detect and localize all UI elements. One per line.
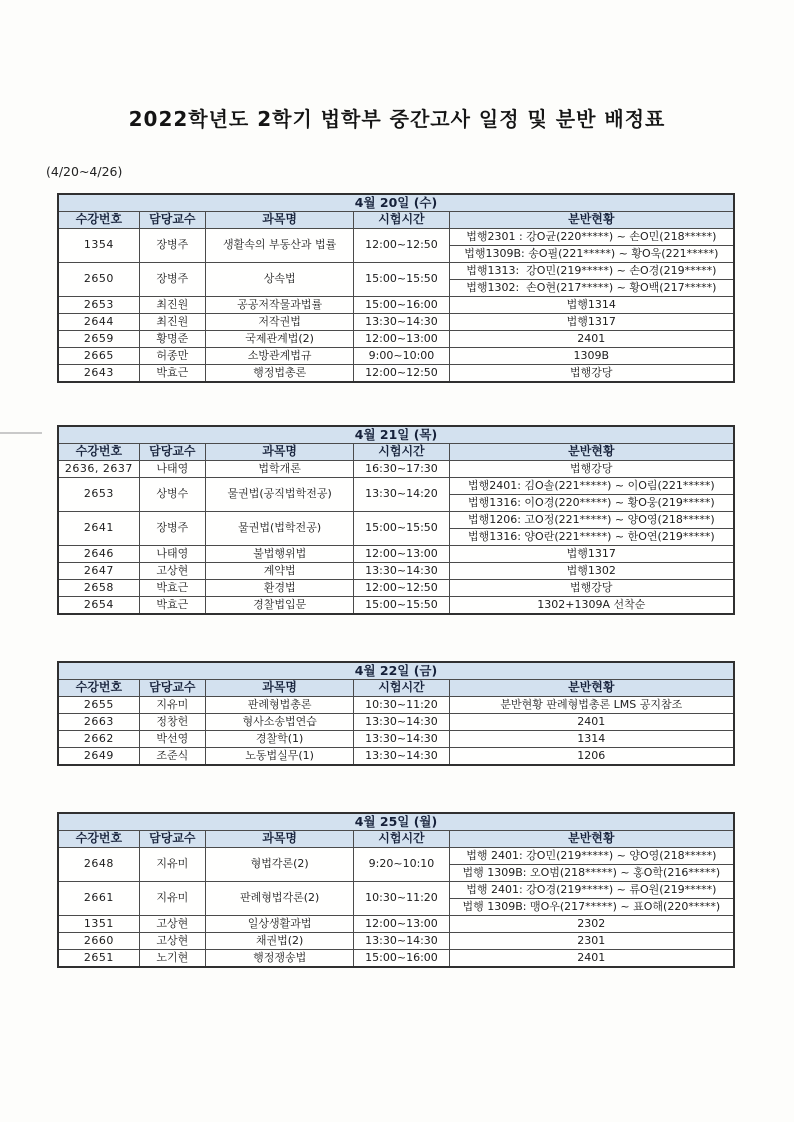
section-assignment-cell: 법행1313: 강O민(219*****) ~ 손O경(219*****) <box>449 263 734 280</box>
table-header-row <box>58 680 734 697</box>
course-name-cell: 행정법총론 <box>205 365 353 383</box>
schedule-table <box>57 661 735 766</box>
course-code-cell: 2661 <box>58 882 139 916</box>
section-assignment-cell: 법행강당 <box>449 461 734 478</box>
table-row <box>58 348 734 365</box>
table-date-title: 4월 25일 (월) <box>58 813 734 831</box>
date-range-label: (4/20~4/26) <box>46 164 123 179</box>
exam-time-cell: 16:30~17:30 <box>354 461 449 478</box>
course-code-cell: 2659 <box>58 331 139 348</box>
exam-time-cell: 12:00~13:00 <box>354 331 449 348</box>
table-header-row <box>58 212 734 229</box>
course-name-cell: 판례형법총론 <box>205 697 353 714</box>
course-code-cell: 2648 <box>58 848 139 882</box>
section-assignment-cell: 2401 <box>449 714 734 731</box>
table-header-row <box>58 831 734 848</box>
section-assignment-cell: 1302+1309A 선착순 <box>449 597 734 615</box>
exam-time-cell: 9:00~10:00 <box>354 348 449 365</box>
course-name-cell: 계약법 <box>205 563 353 580</box>
course-name-cell: 생활속의 부동산과 법률 <box>205 229 353 263</box>
column-header-3: 시험시간 <box>354 212 449 229</box>
professor-cell: 황명준 <box>139 331 205 348</box>
professor-cell: 지유미 <box>139 848 205 882</box>
course-code-cell: 1351 <box>58 916 139 933</box>
professor-cell: 고상현 <box>139 563 205 580</box>
section-assignment-cell: 법행 2401: 강O민(219*****) ~ 양O영(218*****) <box>449 848 734 865</box>
column-header-3: 시험시간 <box>354 680 449 697</box>
table-date-title: 4월 20일 (수) <box>58 194 734 212</box>
column-header-1: 담당교수 <box>139 212 205 229</box>
table-row <box>58 229 734 246</box>
column-header-0: 수강번호 <box>58 680 139 697</box>
column-header-4: 분반현황 <box>449 444 734 461</box>
column-header-0: 수강번호 <box>58 444 139 461</box>
professor-cell: 최진원 <box>139 297 205 314</box>
course-code-cell: 2663 <box>58 714 139 731</box>
exam-time-cell: 13:30~14:30 <box>354 748 449 766</box>
section-assignment-cell: 법행2401: 김O솔(221*****) ~ 이O림(221*****) <box>449 478 734 495</box>
column-header-2: 과목명 <box>205 212 353 229</box>
course-code-cell: 2658 <box>58 580 139 597</box>
course-code-cell: 2654 <box>58 597 139 615</box>
course-name-cell: 물권법(법학전공) <box>205 512 353 546</box>
course-name-cell: 형사소송법연습 <box>205 714 353 731</box>
exam-time-cell: 12:00~12:50 <box>354 229 449 263</box>
exam-time-cell: 15:00~15:50 <box>354 597 449 615</box>
professor-cell: 고상현 <box>139 933 205 950</box>
professor-cell: 허종만 <box>139 348 205 365</box>
course-code-cell: 2660 <box>58 933 139 950</box>
table-date-row <box>58 813 734 831</box>
exam-time-cell: 13:30~14:30 <box>354 933 449 950</box>
exam-time-cell: 15:00~16:00 <box>354 297 449 314</box>
table-date-row <box>58 194 734 212</box>
professor-cell: 최진원 <box>139 314 205 331</box>
section-assignment-cell: 1314 <box>449 731 734 748</box>
table-row <box>58 731 734 748</box>
section-assignment-cell: 법행1316: 양O란(221*****) ~ 한O연(219*****) <box>449 529 734 546</box>
schedule-table <box>57 812 735 968</box>
exam-time-cell: 12:00~12:50 <box>354 365 449 383</box>
course-name-cell: 상속법 <box>205 263 353 297</box>
table-row <box>58 748 734 766</box>
course-name-cell: 환경법 <box>205 580 353 597</box>
exam-time-cell: 12:00~13:00 <box>354 546 449 563</box>
table-row <box>58 263 734 280</box>
course-code-cell: 2655 <box>58 697 139 714</box>
course-name-cell: 공공저작물과법률 <box>205 297 353 314</box>
table-row <box>58 882 734 899</box>
table-row <box>58 950 734 968</box>
exam-time-cell: 12:00~12:50 <box>354 580 449 597</box>
professor-cell: 상병수 <box>139 478 205 512</box>
section-assignment-cell: 법행1317 <box>449 314 734 331</box>
course-name-cell: 형법각론(2) <box>205 848 353 882</box>
exam-time-cell: 15:00~16:00 <box>354 950 449 968</box>
professor-cell: 장병주 <box>139 512 205 546</box>
exam-time-cell: 10:30~11:20 <box>354 697 449 714</box>
table-row <box>58 916 734 933</box>
professor-cell: 장병주 <box>139 229 205 263</box>
exam-time-cell: 15:00~15:50 <box>354 512 449 546</box>
column-header-4: 분반현황 <box>449 212 734 229</box>
section-assignment-cell: 2401 <box>449 331 734 348</box>
course-code-cell: 2653 <box>58 297 139 314</box>
section-assignment-cell: 법행1302: 손O현(217*****) ~ 황O백(217*****) <box>449 280 734 297</box>
document-title: 2022학년도 2학기 법학부 중간고사 일정 및 분반 배정표 <box>128 107 666 132</box>
course-name-cell: 법학개론 <box>205 461 353 478</box>
course-code-cell: 2647 <box>58 563 139 580</box>
course-code-cell: 2650 <box>58 263 139 297</box>
section-assignment-cell: 법행강당 <box>449 580 734 597</box>
section-assignment-cell: 2302 <box>449 916 734 933</box>
table-row <box>58 314 734 331</box>
course-name-cell: 경찰학(1) <box>205 731 353 748</box>
exam-time-cell: 13:30~14:30 <box>354 314 449 331</box>
professor-cell: 장병주 <box>139 263 205 297</box>
course-name-cell: 국제관계법(2) <box>205 331 353 348</box>
table-row <box>58 512 734 529</box>
exam-time-cell: 9:20~10:10 <box>354 848 449 882</box>
course-name-cell: 행정쟁송법 <box>205 950 353 968</box>
course-code-cell: 2636, 2637 <box>58 461 139 478</box>
section-assignment-cell: 법행 2401: 강O경(219*****) ~ 류O원(219*****) <box>449 882 734 899</box>
professor-cell: 나태영 <box>139 461 205 478</box>
table-row <box>58 697 734 714</box>
schedule-table <box>57 425 735 615</box>
section-assignment-cell: 분반현황 판례형법총론 LMS 공지참조 <box>449 697 734 714</box>
column-header-3: 시험시간 <box>354 444 449 461</box>
section-assignment-cell: 2401 <box>449 950 734 968</box>
table-row <box>58 714 734 731</box>
course-code-cell: 2646 <box>58 546 139 563</box>
section-assignment-cell: 법행강당 <box>449 365 734 383</box>
professor-cell: 조준식 <box>139 748 205 766</box>
course-name-cell: 노동법실무(1) <box>205 748 353 766</box>
section-assignment-cell: 2301 <box>449 933 734 950</box>
table-row <box>58 848 734 865</box>
column-header-1: 담당교수 <box>139 444 205 461</box>
professor-cell: 고상현 <box>139 916 205 933</box>
exam-time-cell: 15:00~15:50 <box>354 263 449 297</box>
course-code-cell: 2643 <box>58 365 139 383</box>
section-assignment-cell: 법행 1309B: 오O범(218*****) ~ 홍O학(216*****) <box>449 865 734 882</box>
course-name-cell: 불법행위법 <box>205 546 353 563</box>
column-header-0: 수강번호 <box>58 212 139 229</box>
section-assignment-cell: 법행1317 <box>449 546 734 563</box>
table-row <box>58 461 734 478</box>
course-name-cell: 일상생활과법 <box>205 916 353 933</box>
column-header-3: 시험시간 <box>354 831 449 848</box>
professor-cell: 정창헌 <box>139 714 205 731</box>
professor-cell: 박선영 <box>139 731 205 748</box>
professor-cell: 지유미 <box>139 697 205 714</box>
table-row <box>58 331 734 348</box>
exam-time-cell: 13:30~14:30 <box>354 731 449 748</box>
section-assignment-cell: 법행1206: 고O정(221*****) ~ 양O영(218*****) <box>449 512 734 529</box>
course-name-cell: 물권법(공직법학전공) <box>205 478 353 512</box>
course-name-cell: 채권법(2) <box>205 933 353 950</box>
column-header-4: 분반현황 <box>449 680 734 697</box>
professor-cell: 노기현 <box>139 950 205 968</box>
table-row <box>58 933 734 950</box>
column-header-1: 담당교수 <box>139 680 205 697</box>
scan-artifact-line <box>0 432 42 434</box>
table-row <box>58 597 734 615</box>
course-code-cell: 2653 <box>58 478 139 512</box>
table-date-title: 4월 21일 (목) <box>58 426 734 444</box>
column-header-2: 과목명 <box>205 680 353 697</box>
table-row <box>58 546 734 563</box>
table-date-row <box>58 662 734 680</box>
column-header-0: 수강번호 <box>58 831 139 848</box>
column-header-4: 분반현황 <box>449 831 734 848</box>
section-assignment-cell: 법행1309B: 송O필(221*****) ~ 황O욱(221*****) <box>449 246 734 263</box>
exam-time-cell: 13:30~14:20 <box>354 478 449 512</box>
course-code-cell: 1354 <box>58 229 139 263</box>
course-name-cell: 판례형법각론(2) <box>205 882 353 916</box>
section-assignment-cell: 법행1314 <box>449 297 734 314</box>
professor-cell: 박효근 <box>139 580 205 597</box>
column-header-2: 과목명 <box>205 831 353 848</box>
section-assignment-cell: 법행 1309B: 맹O우(217*****) ~ 표O해(220*****) <box>449 899 734 916</box>
course-code-cell: 2651 <box>58 950 139 968</box>
table-row <box>58 580 734 597</box>
exam-time-cell: 10:30~11:20 <box>354 882 449 916</box>
exam-time-cell: 12:00~13:00 <box>354 916 449 933</box>
professor-cell: 나태영 <box>139 546 205 563</box>
professor-cell: 박효근 <box>139 365 205 383</box>
table-date-row <box>58 426 734 444</box>
course-code-cell: 2644 <box>58 314 139 331</box>
course-code-cell: 2665 <box>58 348 139 365</box>
table-date-title: 4월 22일 (금) <box>58 662 734 680</box>
exam-time-cell: 13:30~14:30 <box>354 714 449 731</box>
column-header-1: 담당교수 <box>139 831 205 848</box>
course-code-cell: 2662 <box>58 731 139 748</box>
course-name-cell: 경찰법입문 <box>205 597 353 615</box>
section-assignment-cell: 1309B <box>449 348 734 365</box>
professor-cell: 지유미 <box>139 882 205 916</box>
table-header-row <box>58 444 734 461</box>
course-name-cell: 저작권법 <box>205 314 353 331</box>
column-header-2: 과목명 <box>205 444 353 461</box>
table-row <box>58 478 734 495</box>
professor-cell: 박효근 <box>139 597 205 615</box>
course-name-cell: 소방관계법규 <box>205 348 353 365</box>
section-assignment-cell: 법행1316: 이O경(220*****) ~ 황O웅(219*****) <box>449 495 734 512</box>
section-assignment-cell: 법행1302 <box>449 563 734 580</box>
section-assignment-cell: 법행2301 : 강O균(220*****) ~ 손O민(218*****) <box>449 229 734 246</box>
course-code-cell: 2641 <box>58 512 139 546</box>
table-row <box>58 563 734 580</box>
exam-time-cell: 13:30~14:30 <box>354 563 449 580</box>
table-row <box>58 297 734 314</box>
schedule-table <box>57 193 735 383</box>
table-row <box>58 365 734 383</box>
course-code-cell: 2649 <box>58 748 139 766</box>
section-assignment-cell: 1206 <box>449 748 734 766</box>
